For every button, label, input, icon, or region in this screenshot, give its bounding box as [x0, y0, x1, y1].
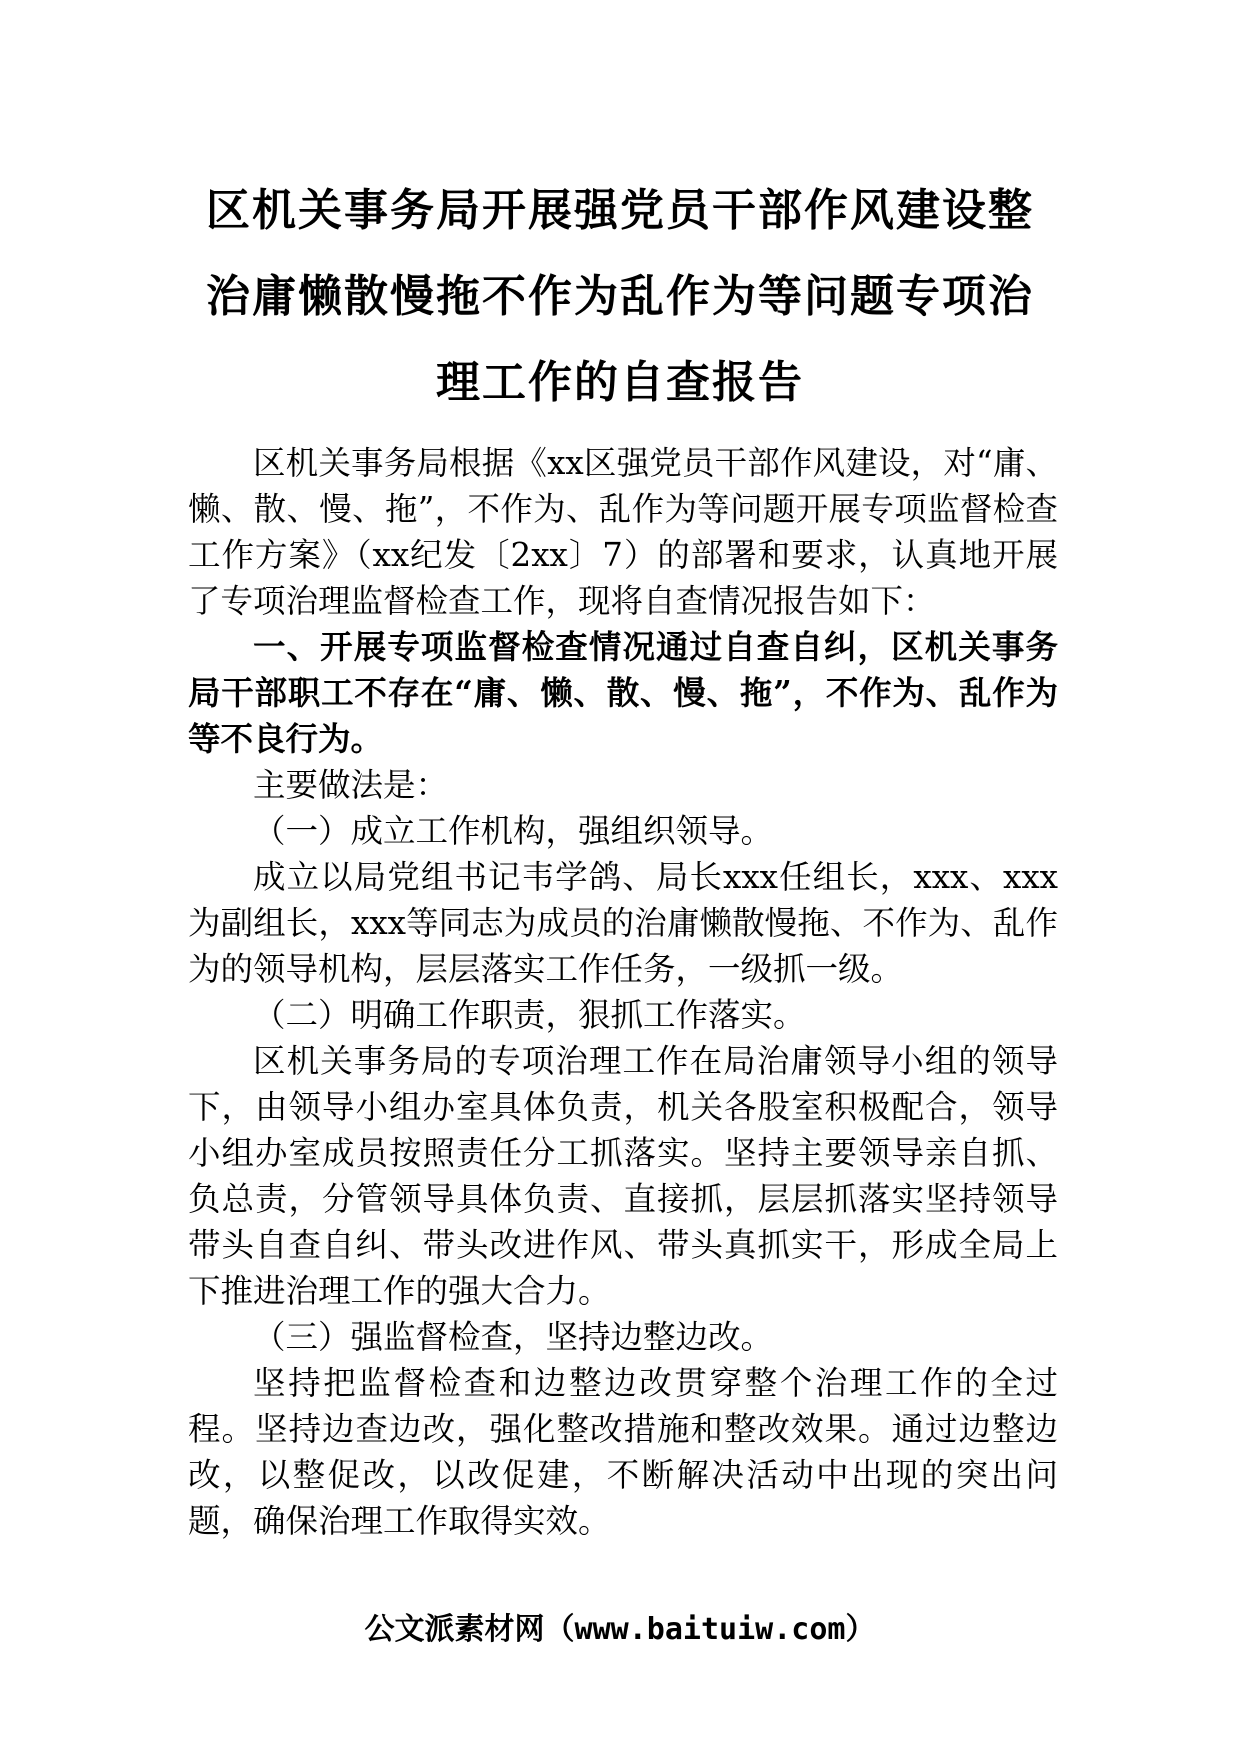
title-line-1: 区机关事务局开展强党员干部作风建设整 [206, 185, 1034, 236]
footer-source: 公文派素材网（www.baituiw.com） [364, 1612, 876, 1647]
subheading-1: （一）成立工作机构，强组织领导。 [253, 812, 774, 850]
subheading-3: （三）强监督检查，坚持边整边改。 [253, 1318, 774, 1356]
paragraph-responsibilities: 区机关事务局的专项治理工作在局治庸领导小组的领导下，由领导小组办室具体负责，机关各股室积极配合，领导小组办室成员按照责任分工抓落实。坚持主要领导亲自抓、负总责，分管领导具体负责、直接抓，层层抓落实坚持领导带头自查自纠、带头改进作风、带头真抓实干，形成全局上下推进治理工作的强大合力。 [188, 1042, 1058, 1310]
paragraph-supervision: 坚持把监督检查和边整边改贯穿整个治理工作的全过程。坚持边查边改，强化整改措施和整改效果。通过边整边改，以整促改，以改促建，不断解决活动中出现的突出问题，确保治理工作取得实效。 [188, 1364, 1058, 1540]
section-heading-1: 一、开展专项监督检查情况通过自查自纠，区机关事务局干部职工不存在“庸、懒、散、慢、拖”，不作为、乱作为等不良行为。 [188, 627, 1058, 758]
title-line-2: 治庸懒散慢拖不作为乱作为等问题专项治 [206, 271, 1034, 322]
methods-intro: 主要做法是： [253, 766, 449, 804]
subheading-2: （二）明确工作职责，狠抓工作落实。 [253, 996, 806, 1034]
paragraph-organization: 成立以局党组书记韦学鸽、局长xxx任组长，xxx、xxx为副组长，xxx等同志为成员的治庸懒散慢拖、不作为、乱作为的领导机构，层层落实工作任务，一级抓一级。 [188, 858, 1058, 988]
document-title [180, 168, 1060, 426]
document-body [188, 440, 1058, 1544]
title-line-3: 理工作的自查报告 [436, 357, 804, 408]
intro-paragraph: 区机关事务局根据《xx区强党员干部作风建设，对“庸、懒、散、慢、拖”，不作为、乱作为等问题开展专项监督检查工作方案》（xx纪发〔2xx〕7）的部署和要求，认真地开展了专项治理监督检查工作，现将自查情况报告如下： [188, 444, 1058, 620]
